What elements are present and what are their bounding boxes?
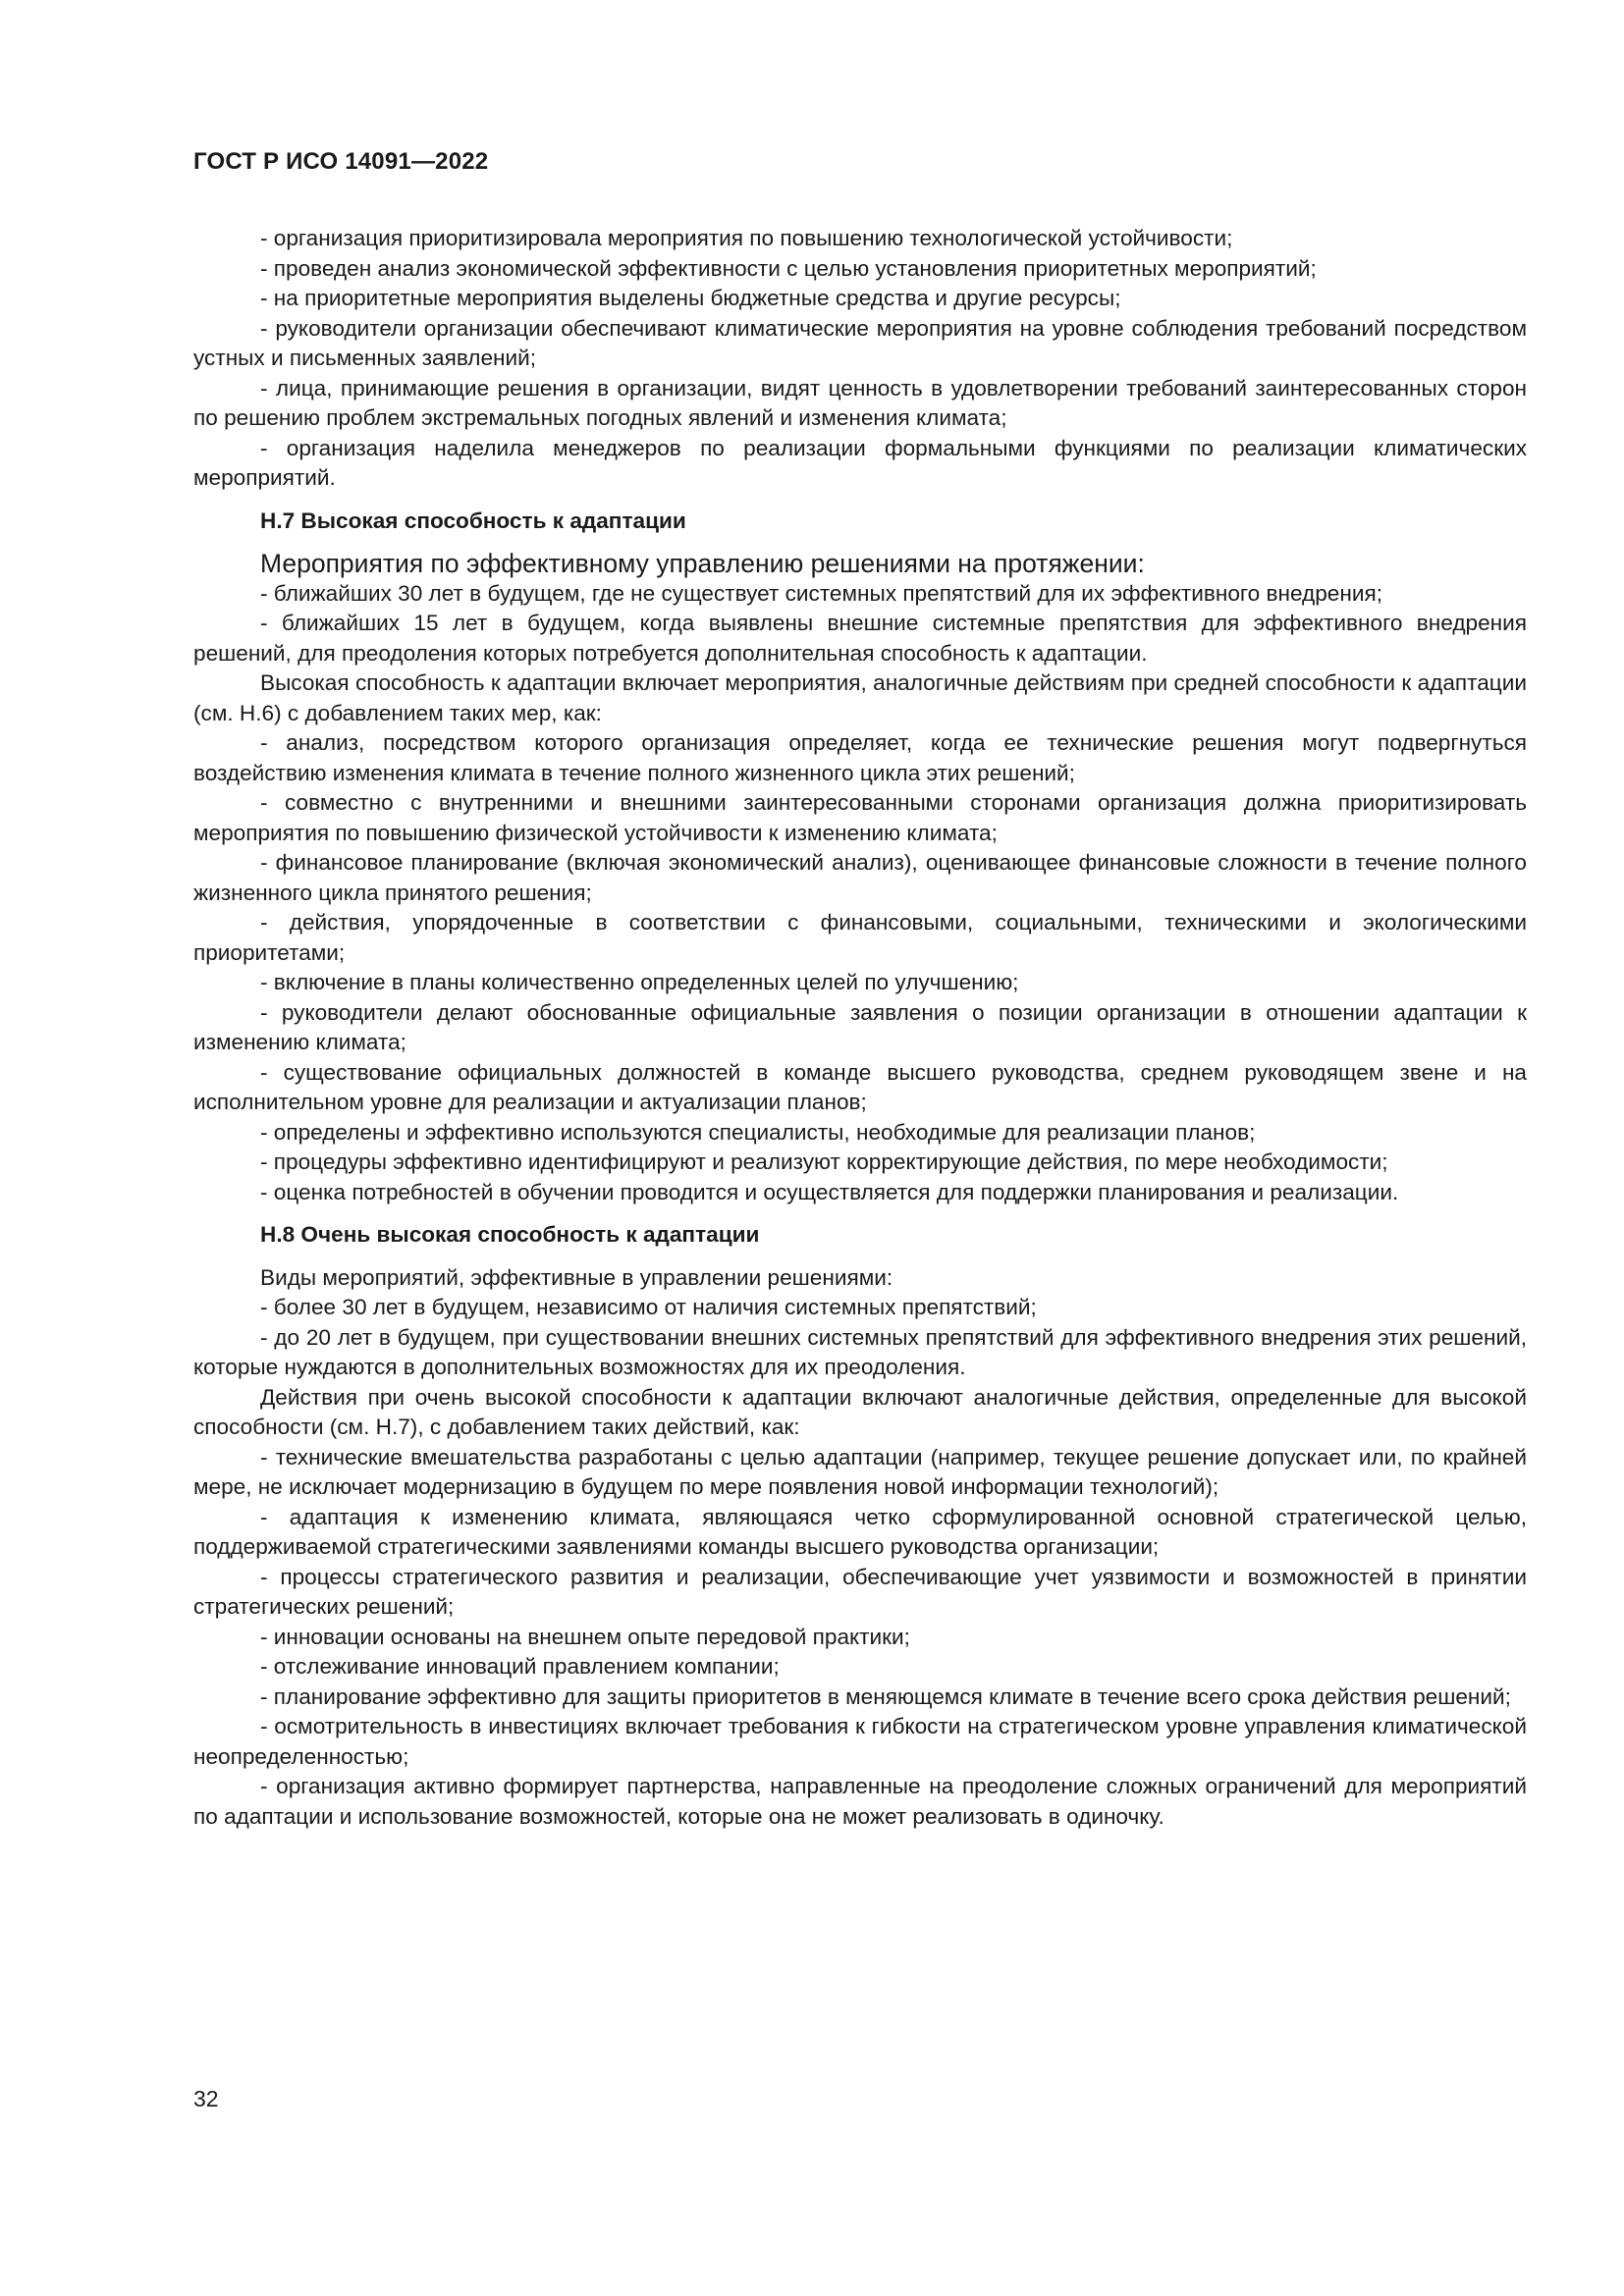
list-item: - осмотрительность в инвестициях включает требования к гибкости на стратегическом уровне управления климатической неопределенностью;: [193, 1714, 1527, 1769]
list-item: - оценка потребностей в обучении проводится и осуществляется для поддержки планирования и реализации.: [260, 1179, 1399, 1204]
list-item: - определены и эффективно используются специалисты, необходимые для реализации планов;: [260, 1119, 1256, 1145]
list-item: - финансовое планирование (включая экономический анализ), оценивающее финансовые сложности в течение полного жизненного цикла принятого решения;: [193, 850, 1527, 905]
list-item: - более 30 лет в будущем, независимо от наличия системных препятствий;: [260, 1295, 1037, 1319]
section-heading-h7: Н.7 Высокая способность к адаптации: [260, 507, 686, 533]
section-heading-h8: Н.8 Очень высокая способность к адаптации: [260, 1222, 760, 1247]
list-item: - инновации основаны на внешнем опыте передовой практики;: [260, 1624, 910, 1649]
list-item: - отслеживание инноваций правлением компании;: [260, 1654, 780, 1679]
page-number: 32: [193, 2086, 219, 2111]
document-standard-header: ГОСТ Р ИСО 14091—2022: [193, 148, 489, 175]
list-item: - на приоритетные мероприятия выделены бюджетные средства и другие ресурсы;: [260, 286, 1121, 310]
document-body: [193, 224, 1527, 1832]
section-h7-body: [193, 549, 1527, 1207]
paragraph: Высокая способность к адаптации включает мероприятия, аналогичные действиям при средней способности к адаптации (см. Н.6) с добавлением таких мер, как:: [193, 670, 1527, 725]
list-item: - ближайших 15 лет в будущем, когда выявлены внешние системные препятствия для эффективного внедрения решений, для преодоления которых потребуется дополнительная способность к адаптации.: [193, 611, 1527, 666]
list-item: - совместно с внутренними и внешними заинтересованными сторонами организация должна приоритизировать мероприятия по повышению физической устойчивости к изменению климата;: [193, 790, 1527, 845]
list-item: - включение в планы количественно определенных целей по улучшению;: [260, 970, 1019, 994]
list-item: - действия, упорядоченные в соответствии с финансовыми, социальными, техническими и экологическими приоритетами;: [193, 910, 1527, 965]
list-item: - до 20 лет в будущем, при существовании внешних системных препятствий для эффективного внедрения этих решений, которые нуждаются в дополнительных возможностях для их преодоления.: [193, 1324, 1527, 1379]
list-item: - анализ, посредством которого организация определяет, когда ее технические решения могут подвергнуться воздействию изменения климата в течение полного жизненного цикла этих решений;: [193, 730, 1527, 785]
paragraph: Виды мероприятий, эффективные в управлении решениями:: [260, 1264, 893, 1290]
list-item: - организация приоритизировала мероприятия по повышению технологической устойчивости;: [260, 226, 1233, 250]
list-item: - руководители организации обеспечивают климатические мероприятия на уровне соблюдения требований посредством устных и письменных заявлений;: [193, 315, 1527, 370]
list-item: - ближайших 30 лет в будущем, где не существует системных препятствий для их эффективного внедрения;: [260, 580, 1382, 606]
list-item: - технические вмешательства разработаны с целью адаптации (например, текущее решение допускает или, по крайней мере, не исключает модернизацию в будущем по мере появления новой информации технологий);: [193, 1444, 1527, 1499]
list-item: - лица, принимающие решения в организации, видят ценность в удовлетворении требований заинтересованных сторон по решению проблем экстремальных погодных явлений и изменения климата;: [193, 375, 1527, 430]
list-item: - руководители делают обоснованные официальные заявления о позиции организации в отношении адаптации к изменению климата;: [193, 999, 1527, 1054]
paragraph: Действия при очень высокой способности к адаптации включают аналогичные действия, определенные для высокой способности (см. Н.7), с добавлением таких действий, как:: [193, 1384, 1527, 1439]
intro-list: [193, 224, 1527, 494]
section-h8-body: [193, 1263, 1527, 1833]
list-item: - планирование эффективно для защиты приоритетов в меняющемся климате в течение всего срока действия решений;: [260, 1683, 1511, 1709]
list-item: - процедуры эффективно идентифицируют и реализуют корректирующие действия, по мере необходимости;: [260, 1149, 1388, 1174]
list-item: - адаптация к изменению климата, являющаяся четко сформулированной основной стратегической целью, поддерживаемой стратегическими заявлениями команды высшего руководства организации;: [193, 1504, 1527, 1559]
section-lead-paragraph: Мероприятия по эффективному управлению решениями на протяжении:: [260, 549, 1145, 578]
list-item: - проведен анализ экономической эффективности с целью установления приоритетных мероприятий;: [260, 255, 1317, 281]
list-item: - процессы стратегического развития и реализации, обеспечивающие учет уязвимости и возможностей в принятии стратегических решений;: [193, 1564, 1527, 1619]
list-item: - организация активно формирует партнерства, направленные на преодоление сложных ограничений для мероприятий по адаптации и использование возможностей, которые она не может реализовать в одиночку.: [193, 1774, 1527, 1829]
list-item: - организация наделила менеджеров по реализации формальными функциями по реализации климатических мероприятий.: [193, 435, 1527, 490]
list-item: - существование официальных должностей в команде высшего руководства, среднем руководящем звене и на исполнительном уровне для реализации и актуализации планов;: [193, 1059, 1527, 1114]
